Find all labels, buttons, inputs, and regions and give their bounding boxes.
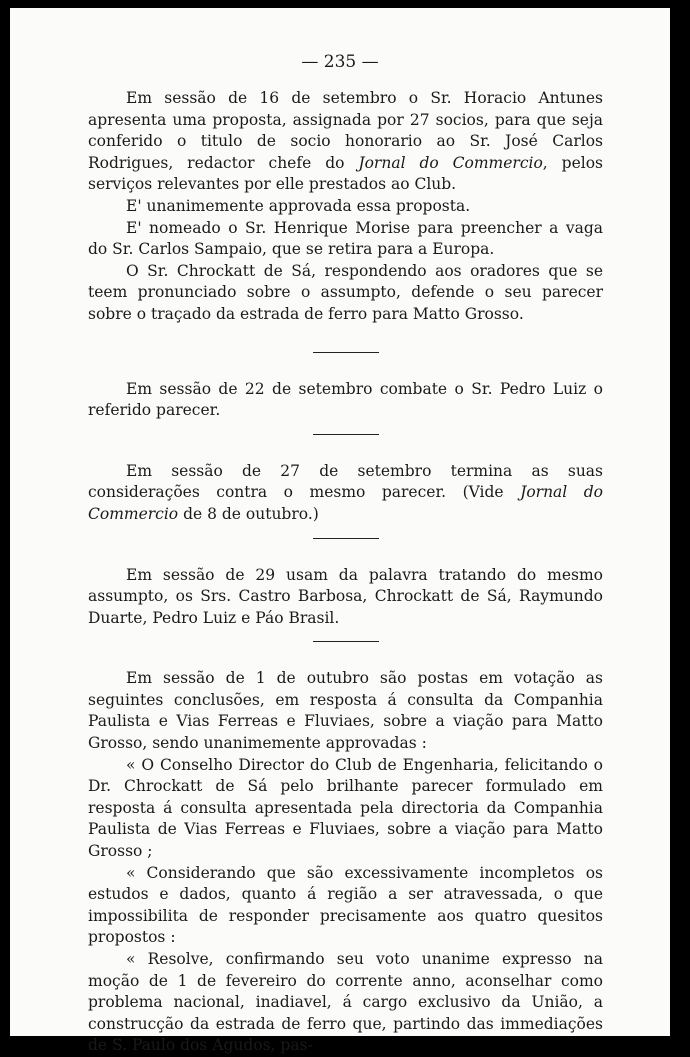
body-text (88, 88, 603, 1057)
section-divider (313, 352, 379, 353)
section-divider (313, 538, 379, 539)
paragraph-3: E' nomeado o Sr. Henrique Morise para preencher a vaga do Sr. Carlos Sampaio, que se retira para a Europa. (88, 218, 603, 259)
paragraph-10: « Considerando que são excessivamente incompletos os estudos e dados, quanto á região a ser atravessada, o que impossibilita de responder precisamente aos quatro quesitos propostos : (88, 863, 603, 947)
section-divider (313, 641, 379, 642)
document-page (10, 8, 670, 1055)
paragraph-1: Em sessão de 16 de setembro o Sr. Horacio Antunes apresenta uma proposta, assignada por 27 socios, para que seja conferido o titulo de socio honorario ao Sr. José Carlos Rodrigues, redactor chefe do Jornal do Commercio, pelos serviços relevantes por elle prestados ao Club. (88, 89, 603, 194)
section-divider (313, 434, 379, 435)
paragraph-11: « Resolve, confirmando seu voto unanime expresso na moção de 1 de fevereiro do corrente anno, aconselhar como problema nacional, inadiavel, á cargo exclusivo da União, a construcção da estrada de ferro que, partindo das immediações de S. Paulo dos Agudos, pas- (88, 950, 603, 1055)
paragraph-2: E' unanimemente approvada essa proposta. (126, 196, 471, 215)
paragraph-8: Em sessão de 1 de outubro são postas em votação as seguintes conclusões, em resposta á consulta da Companhia Paulista e Vias Ferreas e Fluviaes, sobre a viação para Matto Grosso, sendo unanimemente approvadas : (88, 669, 603, 753)
paragraph-4: O Sr. Chrockatt de Sá, respondendo aos oradores que se teem pronunciado sobre o assumpto, defende o seu parecer sobre o traçado da estrada de ferro para Matto Grosso. (88, 261, 603, 323)
paragraph-6: Em sessão de 27 de setembro termina as suas considerações contra o mesmo parecer. (Vide Jornal do Commercio de 8 de outubro.) (88, 461, 603, 523)
paragraph-5: Em sessão de 22 de setembro combate o Sr. Pedro Luiz o referido parecer. (88, 379, 603, 420)
paragraph-7: Em sessão de 29 usam da palavra tratando do mesmo assumpto, os Srs. Castro Barbosa, Chrockatt de Sá, Raymundo Duarte, Pedro Luiz e Páo Brasil. (88, 565, 603, 627)
paragraph-9: « O Conselho Director do Club de Engenharia, felicitando o Dr. Chrockatt de Sá pelo brilhante parecer formulado em resposta á consulta apresentada pela directoria da Companhia Paulista de Vias Ferreas e Fluviaes, sobre a viação para Matto Grosso ; (88, 755, 603, 861)
page-number: — 235 — (301, 52, 379, 72)
